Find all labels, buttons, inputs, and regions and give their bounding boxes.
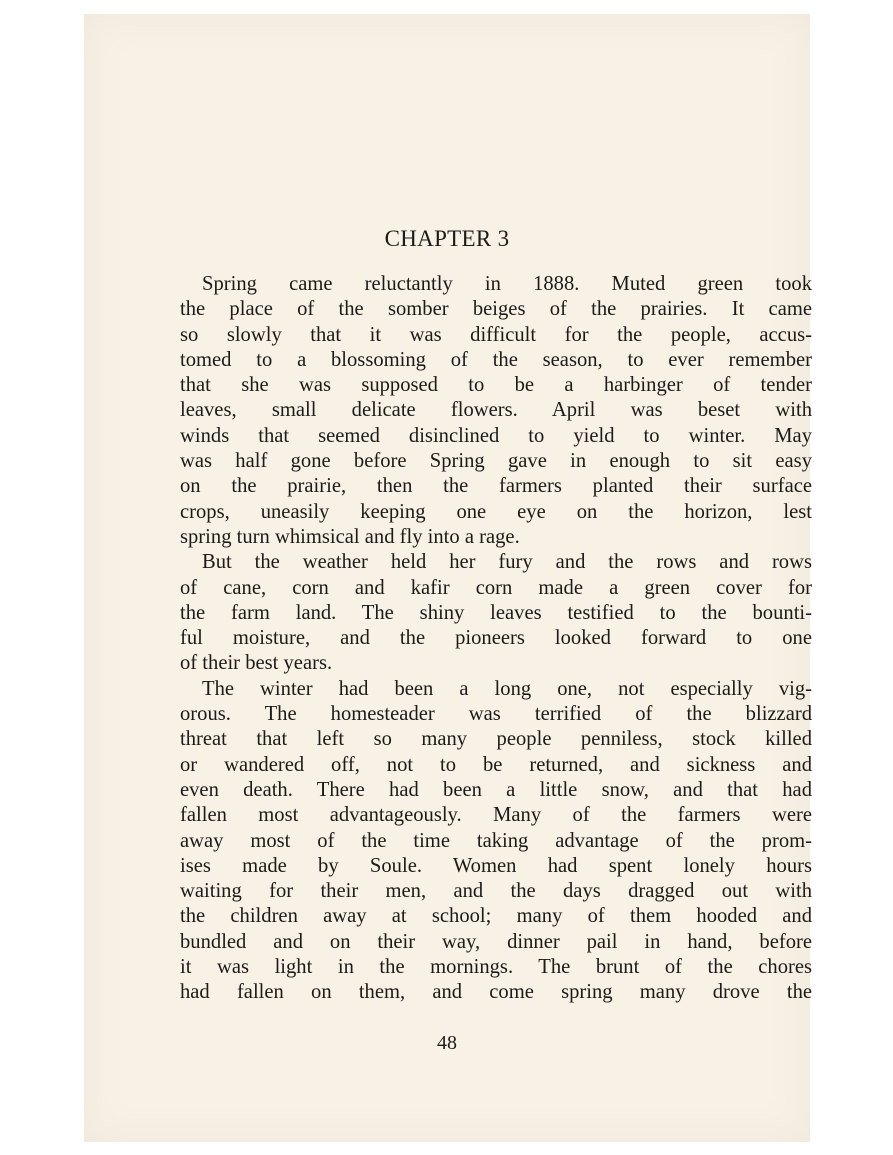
- book-page: [84, 14, 810, 1142]
- text-line: bundled and on their way, dinner pail in hand, before: [180, 930, 812, 953]
- text-line: even death. There had been a little snow, and that had: [180, 778, 812, 801]
- page-number: 48: [437, 1032, 457, 1054]
- text-line: away most of the time taking advantage of the prom-: [180, 829, 812, 852]
- text-line: of their best years.: [180, 652, 333, 675]
- text-line: winds that seemed disinclined to yield to winter. May: [180, 424, 812, 447]
- text-line: ful moisture, and the pioneers looked forward to one: [180, 627, 812, 650]
- text-line: leaves, small delicate flowers. April was beset with: [180, 399, 812, 422]
- body-text: [180, 272, 812, 1006]
- text-line: The winter had been a long one, not especially vig-: [202, 677, 812, 700]
- paragraph-1: [180, 272, 812, 550]
- text-line: had fallen on them, and come spring many drove the: [180, 981, 812, 1004]
- text-line: crops, uneasily keeping one eye on the horizon, lest: [180, 500, 812, 523]
- text-line: of cane, corn and kafir corn made a green cover for: [180, 576, 812, 599]
- text-line: that she was supposed to be a harbinger of tender: [180, 374, 812, 397]
- text-line: the children away at school; many of them hooded and: [180, 905, 812, 928]
- paragraph-2: [180, 550, 812, 676]
- text-line: on the prairie, then the farmers planted their surface: [180, 475, 812, 498]
- text-line: waiting for their men, and the days dragged out with: [180, 880, 812, 903]
- text-line: it was light in the mornings. The brunt of the chores: [180, 956, 812, 979]
- text-line: tomed to a blossoming of the season, to ever remember: [180, 348, 812, 371]
- text-line: spring turn whimsical and fly into a rage.: [180, 525, 520, 548]
- text-line: But the weather held her fury and the rows and rows: [202, 551, 812, 574]
- text-line: fallen most advantageously. Many of the farmers were: [180, 804, 812, 827]
- text-line: or wandered off, not to be returned, and sickness and: [180, 753, 812, 776]
- text-line: the place of the somber beiges of the prairies. It came: [180, 298, 812, 321]
- text-line: threat that left so many people penniless, stock killed: [180, 728, 812, 751]
- text-line: ises made by Soule. Women had spent lonely hours: [180, 854, 812, 877]
- text-line: Spring came reluctantly in 1888. Muted green took: [202, 273, 812, 295]
- paragraph-3: [180, 677, 812, 1006]
- text-line: orous. The homesteader was terrified of the blizzard: [180, 703, 812, 726]
- chapter-title: CHAPTER 3: [384, 226, 510, 251]
- text-line: so slowly that it was difficult for the people, accus-: [180, 323, 812, 346]
- text-line: was half gone before Spring gave in enough to sit easy: [180, 450, 812, 473]
- text-line: the farm land. The shiny leaves testified to the bounti-: [180, 601, 812, 624]
